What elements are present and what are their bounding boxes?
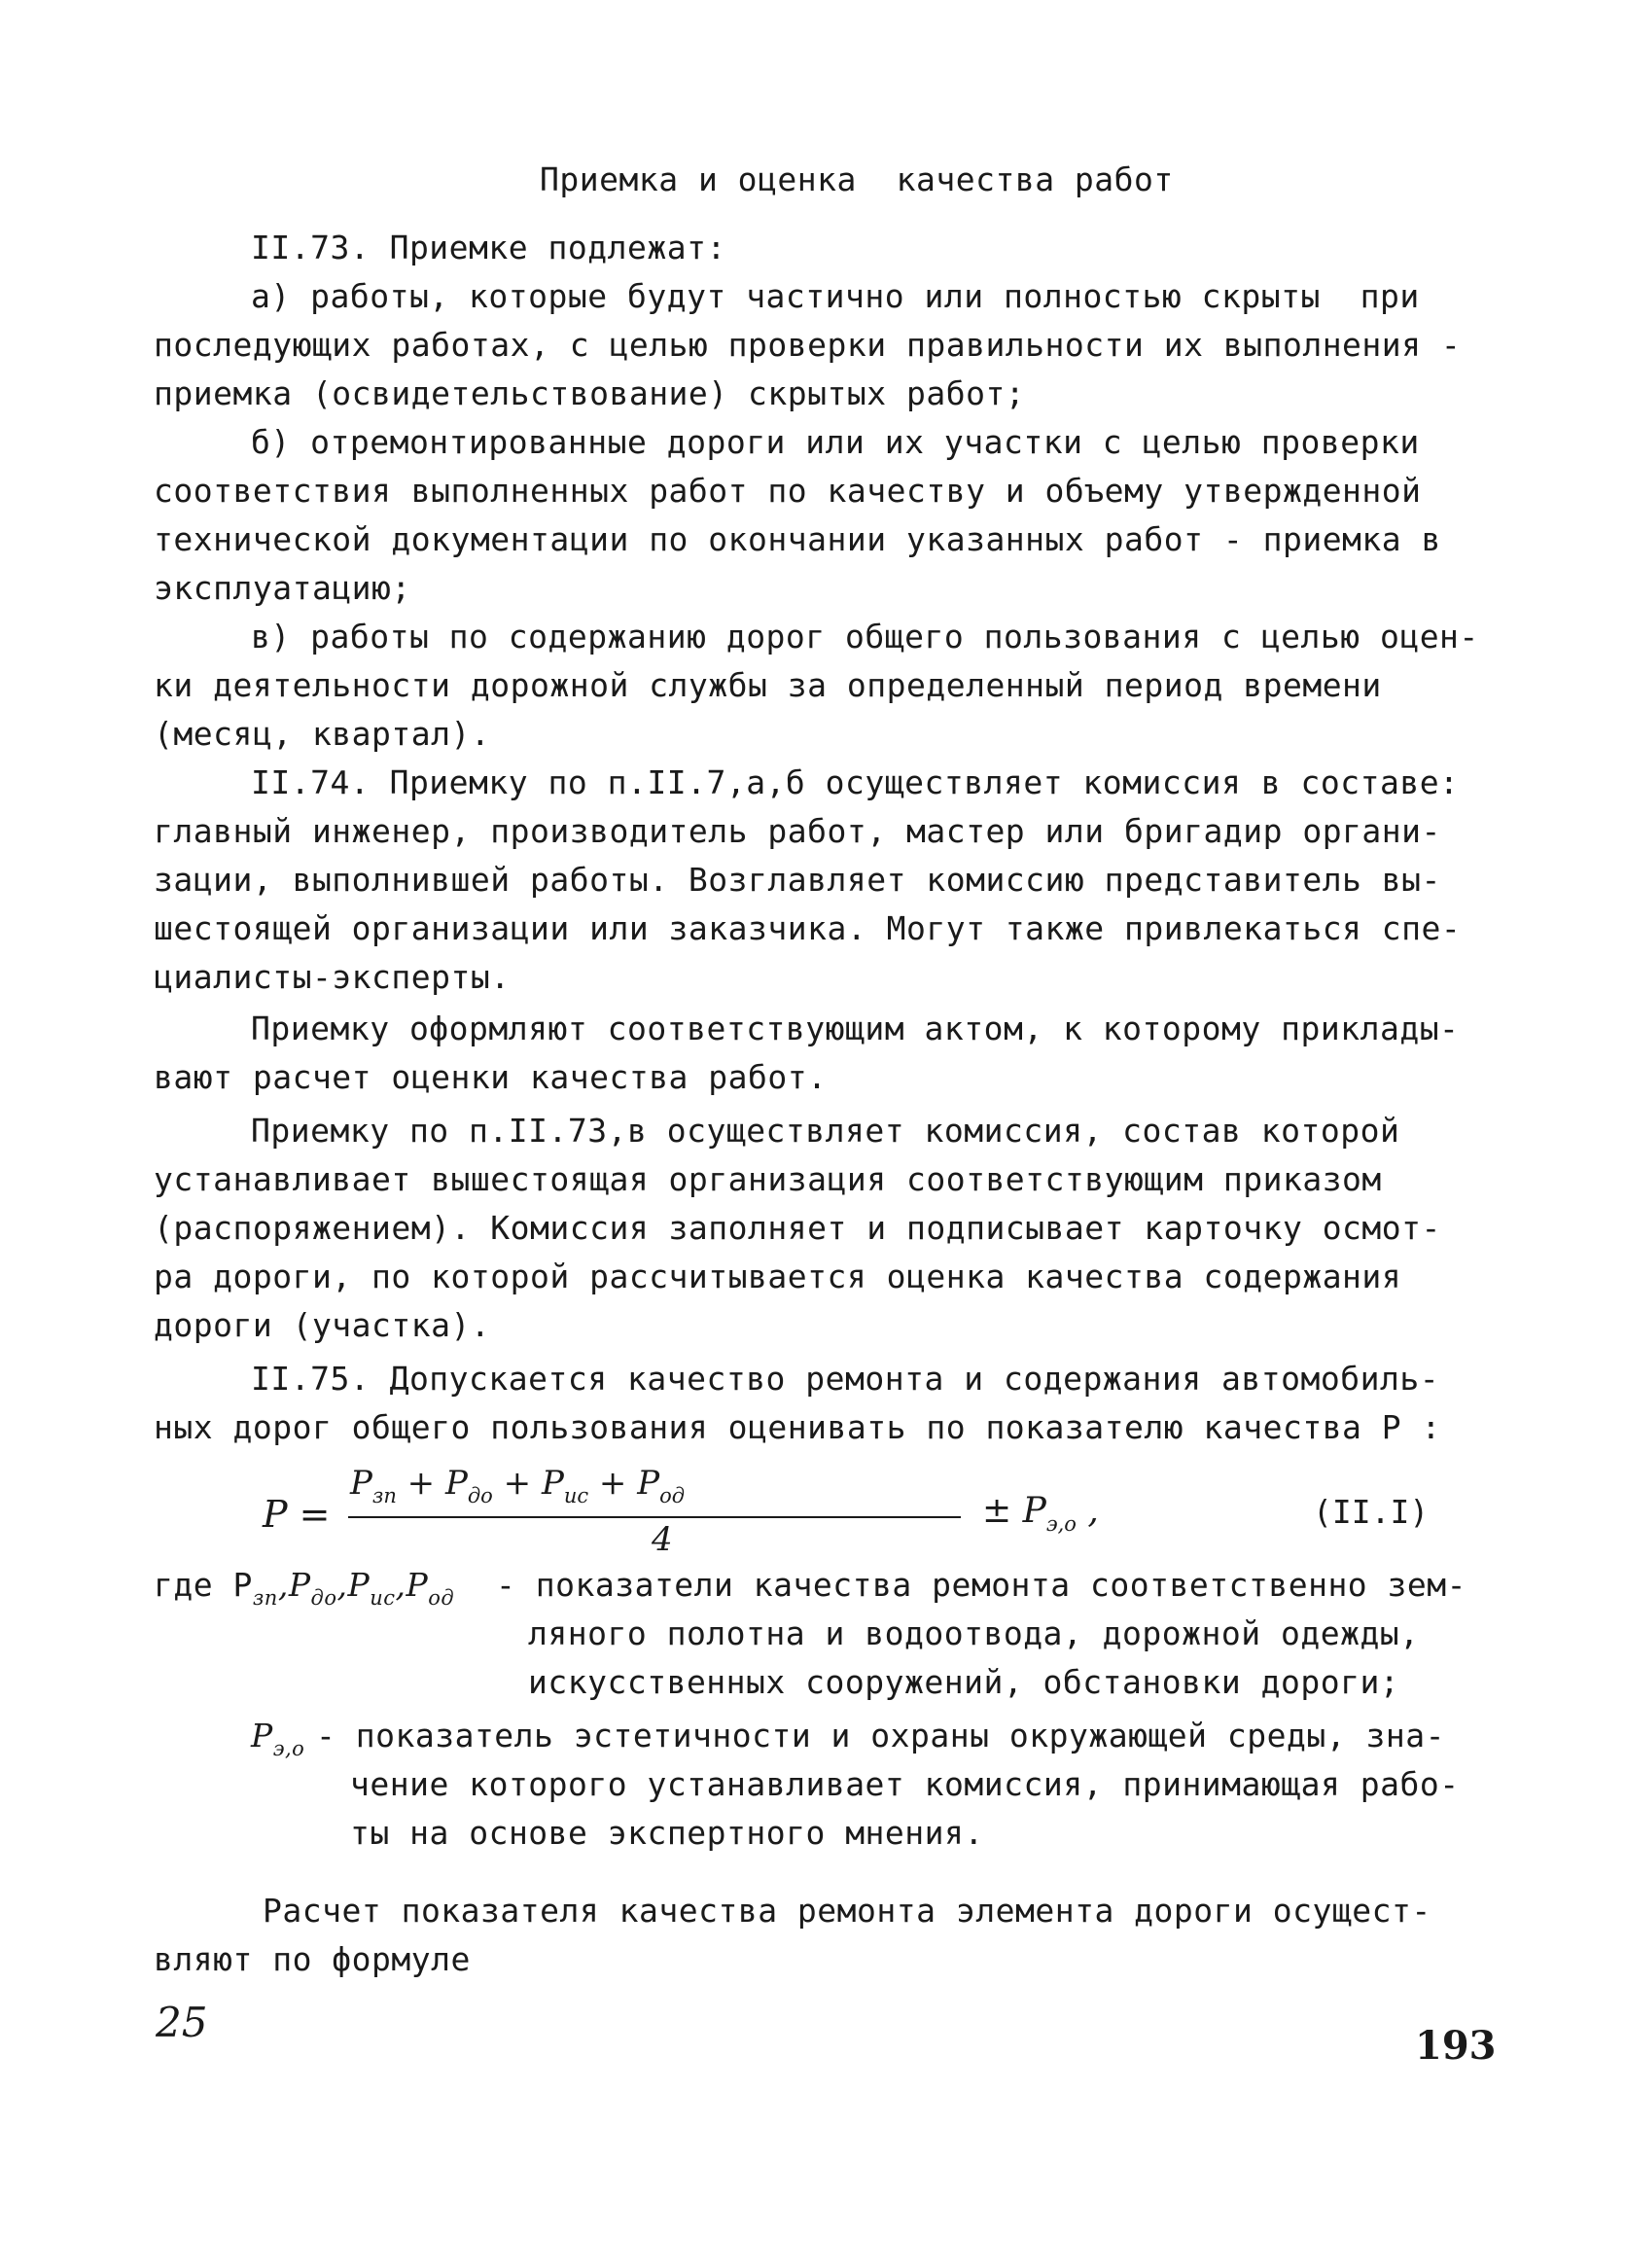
where-line: ты на основе экспертного мнения.	[350, 1814, 984, 1852]
text-line: соответствия выполненных работ по качеству и объему утвержденной	[154, 472, 1422, 510]
text-line: II.74. Приемку по п.II.7,а,б осуществляет комиссия в составе:	[251, 763, 1460, 801]
text-line: ки деятельности дорожной службы за определенный период времени	[154, 666, 1382, 704]
where-line: искусственных сооружений, обстановки дороги;	[528, 1663, 1400, 1701]
page-number: 193	[1415, 2023, 1497, 2069]
text-line: эксплуатацию;	[154, 569, 411, 607]
formula-numerator: $P_{зп} + P_{до} + P_{ис} + P_{од}$	[350, 1464, 686, 1507]
text-line: главный инженер, производитель работ, мастер или бригадир органи-	[154, 812, 1441, 850]
text-line: вают расчет оценки качества работ.	[154, 1058, 828, 1096]
text-line: устанавливает вышестоящая организация соответствующим приказом	[154, 1160, 1382, 1198]
sheet-number: 25	[156, 1999, 208, 2046]
text-line: (месяц, квартал).	[154, 715, 491, 753]
text-line: а) работы, которые будут частично или полностью скрыты при	[251, 277, 1420, 315]
where-line: чение которого устанавливает комиссия, принимающая рабо-	[350, 1765, 1460, 1803]
text-line: дороги (участка).	[154, 1306, 491, 1344]
where-line: где $P_{зп},P_{до},P_{ис},P_{од}$	[154, 1566, 455, 1610]
text-line: II.73. Приемке подлежат:	[251, 229, 726, 266]
text-line: шестоящей организации или заказчика. Могут также привлекаться спе-	[154, 909, 1462, 947]
text-line: ра дороги, по которой рассчитывается оценка качества содержания	[154, 1258, 1402, 1295]
text-line: технической документации по окончании указанных работ - приемка в	[154, 520, 1441, 558]
text-line: II.75. Допускается качество ремонта и содержания автомобиль-	[251, 1360, 1440, 1398]
quality-formula	[263, 1464, 1449, 1571]
section-heading: Приемка и оценка качества работ	[540, 160, 1174, 198]
text-line: б) отремонтированные дороги или их участки с целью проверки	[251, 423, 1420, 461]
formula-denominator: 4	[652, 1520, 673, 1559]
text-line: Приемку по п.II.73,в осуществляет комиссия, состав которой	[251, 1112, 1400, 1150]
where-line: ляного полотна и водоотвода, дорожной одежды,	[528, 1614, 1420, 1652]
text-line: ных дорог общего пользования оценивать по показателю качества P :	[154, 1408, 1441, 1446]
text-line: приемка (освидетельствование) скрытых работ;	[154, 374, 1026, 412]
text-line: (распоряжением). Комиссия заполняет и подписывает карточку осмот-	[154, 1209, 1441, 1247]
formula-lhs: P =	[263, 1493, 331, 1536]
text-line: Расчет показателя качества ремонта элемента дороги осущест-	[263, 1892, 1431, 1930]
text-line: в) работы по содержанию дорог общего пользования с целью оцен-	[251, 618, 1479, 656]
where-line: - показатель эстетичности и охраны окружающей среды, зна-	[316, 1717, 1445, 1754]
fraction-bar	[348, 1516, 961, 1518]
where-line: - показатели качества ремонта соответственно зем-	[496, 1566, 1467, 1604]
text-line: зации, выполнившей работы. Возглавляет комиссию представитель вы-	[154, 861, 1441, 899]
text-line: Приемку оформляют соответствующим актом, к которому приклады-	[251, 1010, 1460, 1047]
where-line: $P_{э,о}$	[251, 1717, 305, 1760]
text-line: вляют по формуле	[154, 1940, 471, 1978]
formula-rhs: ± $P_{э,о}$ ,	[982, 1491, 1099, 1536]
text-line: последующих работах, с целью проверки правильности их выполнения -	[154, 326, 1462, 364]
text-line: циалисты-эксперты.	[154, 958, 511, 996]
equation-number: (II.I)	[1313, 1493, 1430, 1531]
